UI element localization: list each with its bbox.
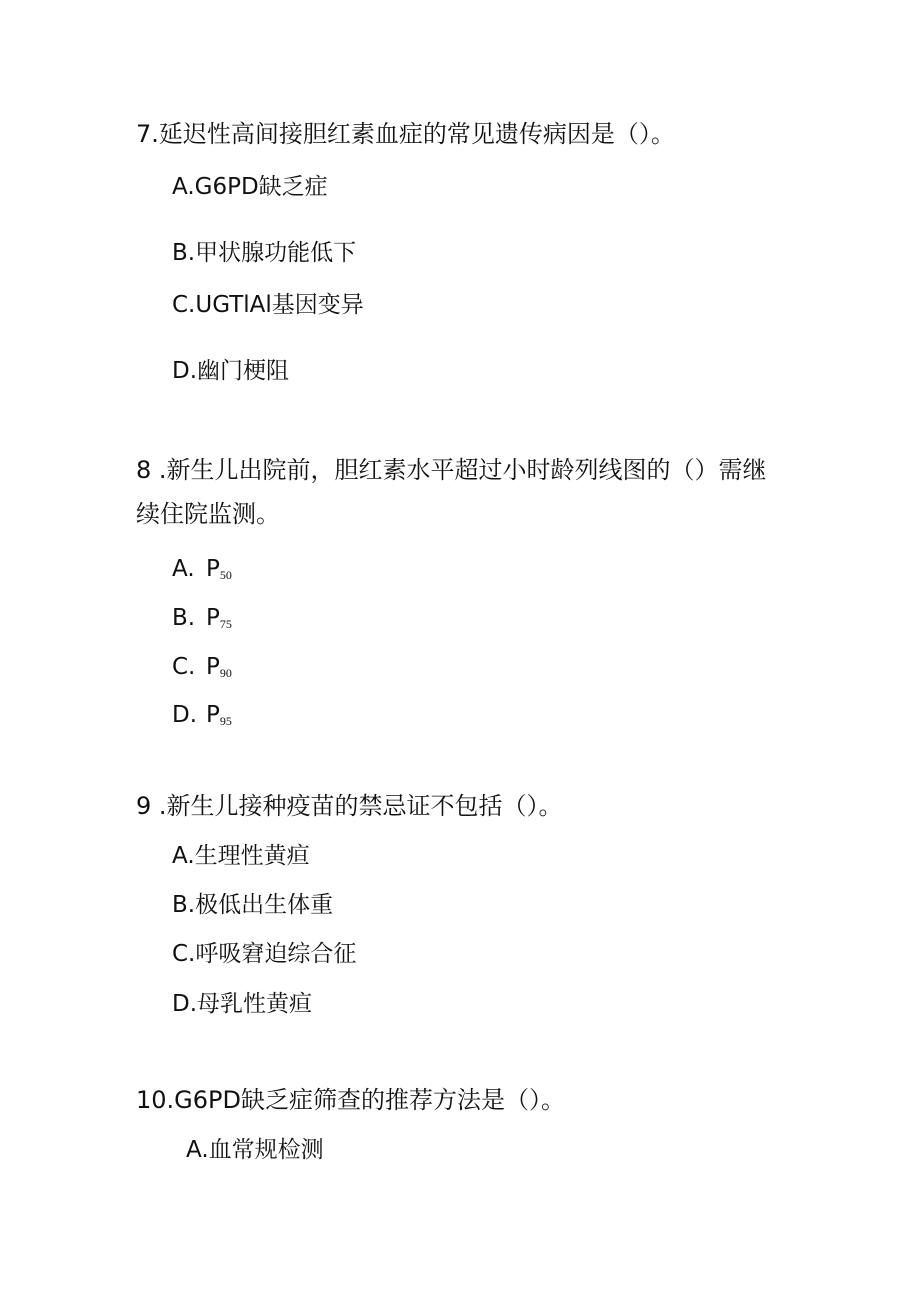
question-8-option-a (172, 553, 232, 591)
question-7-option-b: B.甲状腺功能低下 (172, 240, 357, 266)
option-letter: D. (172, 702, 198, 728)
question-7-option-a: A.G6PD缺乏症 (172, 174, 328, 200)
option-subscript: 95 (219, 714, 232, 728)
question-8-stem: 8 .新生儿出院前，胆红素水平超过小时龄列线图的（）需继续住院监测。 (136, 456, 767, 528)
option-main: P (206, 702, 220, 728)
question-9-option-b: B.极低出生体重 (172, 892, 334, 918)
question-7-stem: 7.延迟性高间接胆红素血症的常见遗传病因是（）。 (136, 120, 675, 148)
option-letter: C. (172, 654, 196, 680)
option-subscript: 75 (219, 617, 232, 631)
option-letter: B. (172, 605, 196, 631)
question-8-option-c (172, 651, 232, 689)
option-main: P (206, 556, 220, 582)
option-subscript: 50 (219, 568, 232, 582)
question-7-option-d: D.幽门梗阻 (172, 358, 290, 384)
question-8-option-b (172, 602, 232, 640)
question-10-option-a: A.血常规检测 (186, 1137, 324, 1163)
question-9-option-c: C.呼吸窘迫综合征 (172, 941, 357, 967)
question-9-option-d: D.母乳性黄疸 (172, 991, 313, 1017)
option-letter: A. (172, 556, 195, 582)
option-main: P (206, 654, 220, 680)
question-8-option-d (172, 699, 232, 737)
option-main: P (206, 605, 220, 631)
option-subscript: 90 (219, 666, 232, 680)
question-9-option-a: A.生理性黄疸 (172, 843, 310, 869)
question-9-stem: 9 .新生儿接种疫苗的禁忌证不包括（）。 (136, 792, 563, 820)
question-10-stem: 10.G6PD缺乏症筛查的推荐方法是（）。 (136, 1086, 565, 1114)
question-7-option-c: C.UGTlAl基因变异 (172, 292, 364, 318)
